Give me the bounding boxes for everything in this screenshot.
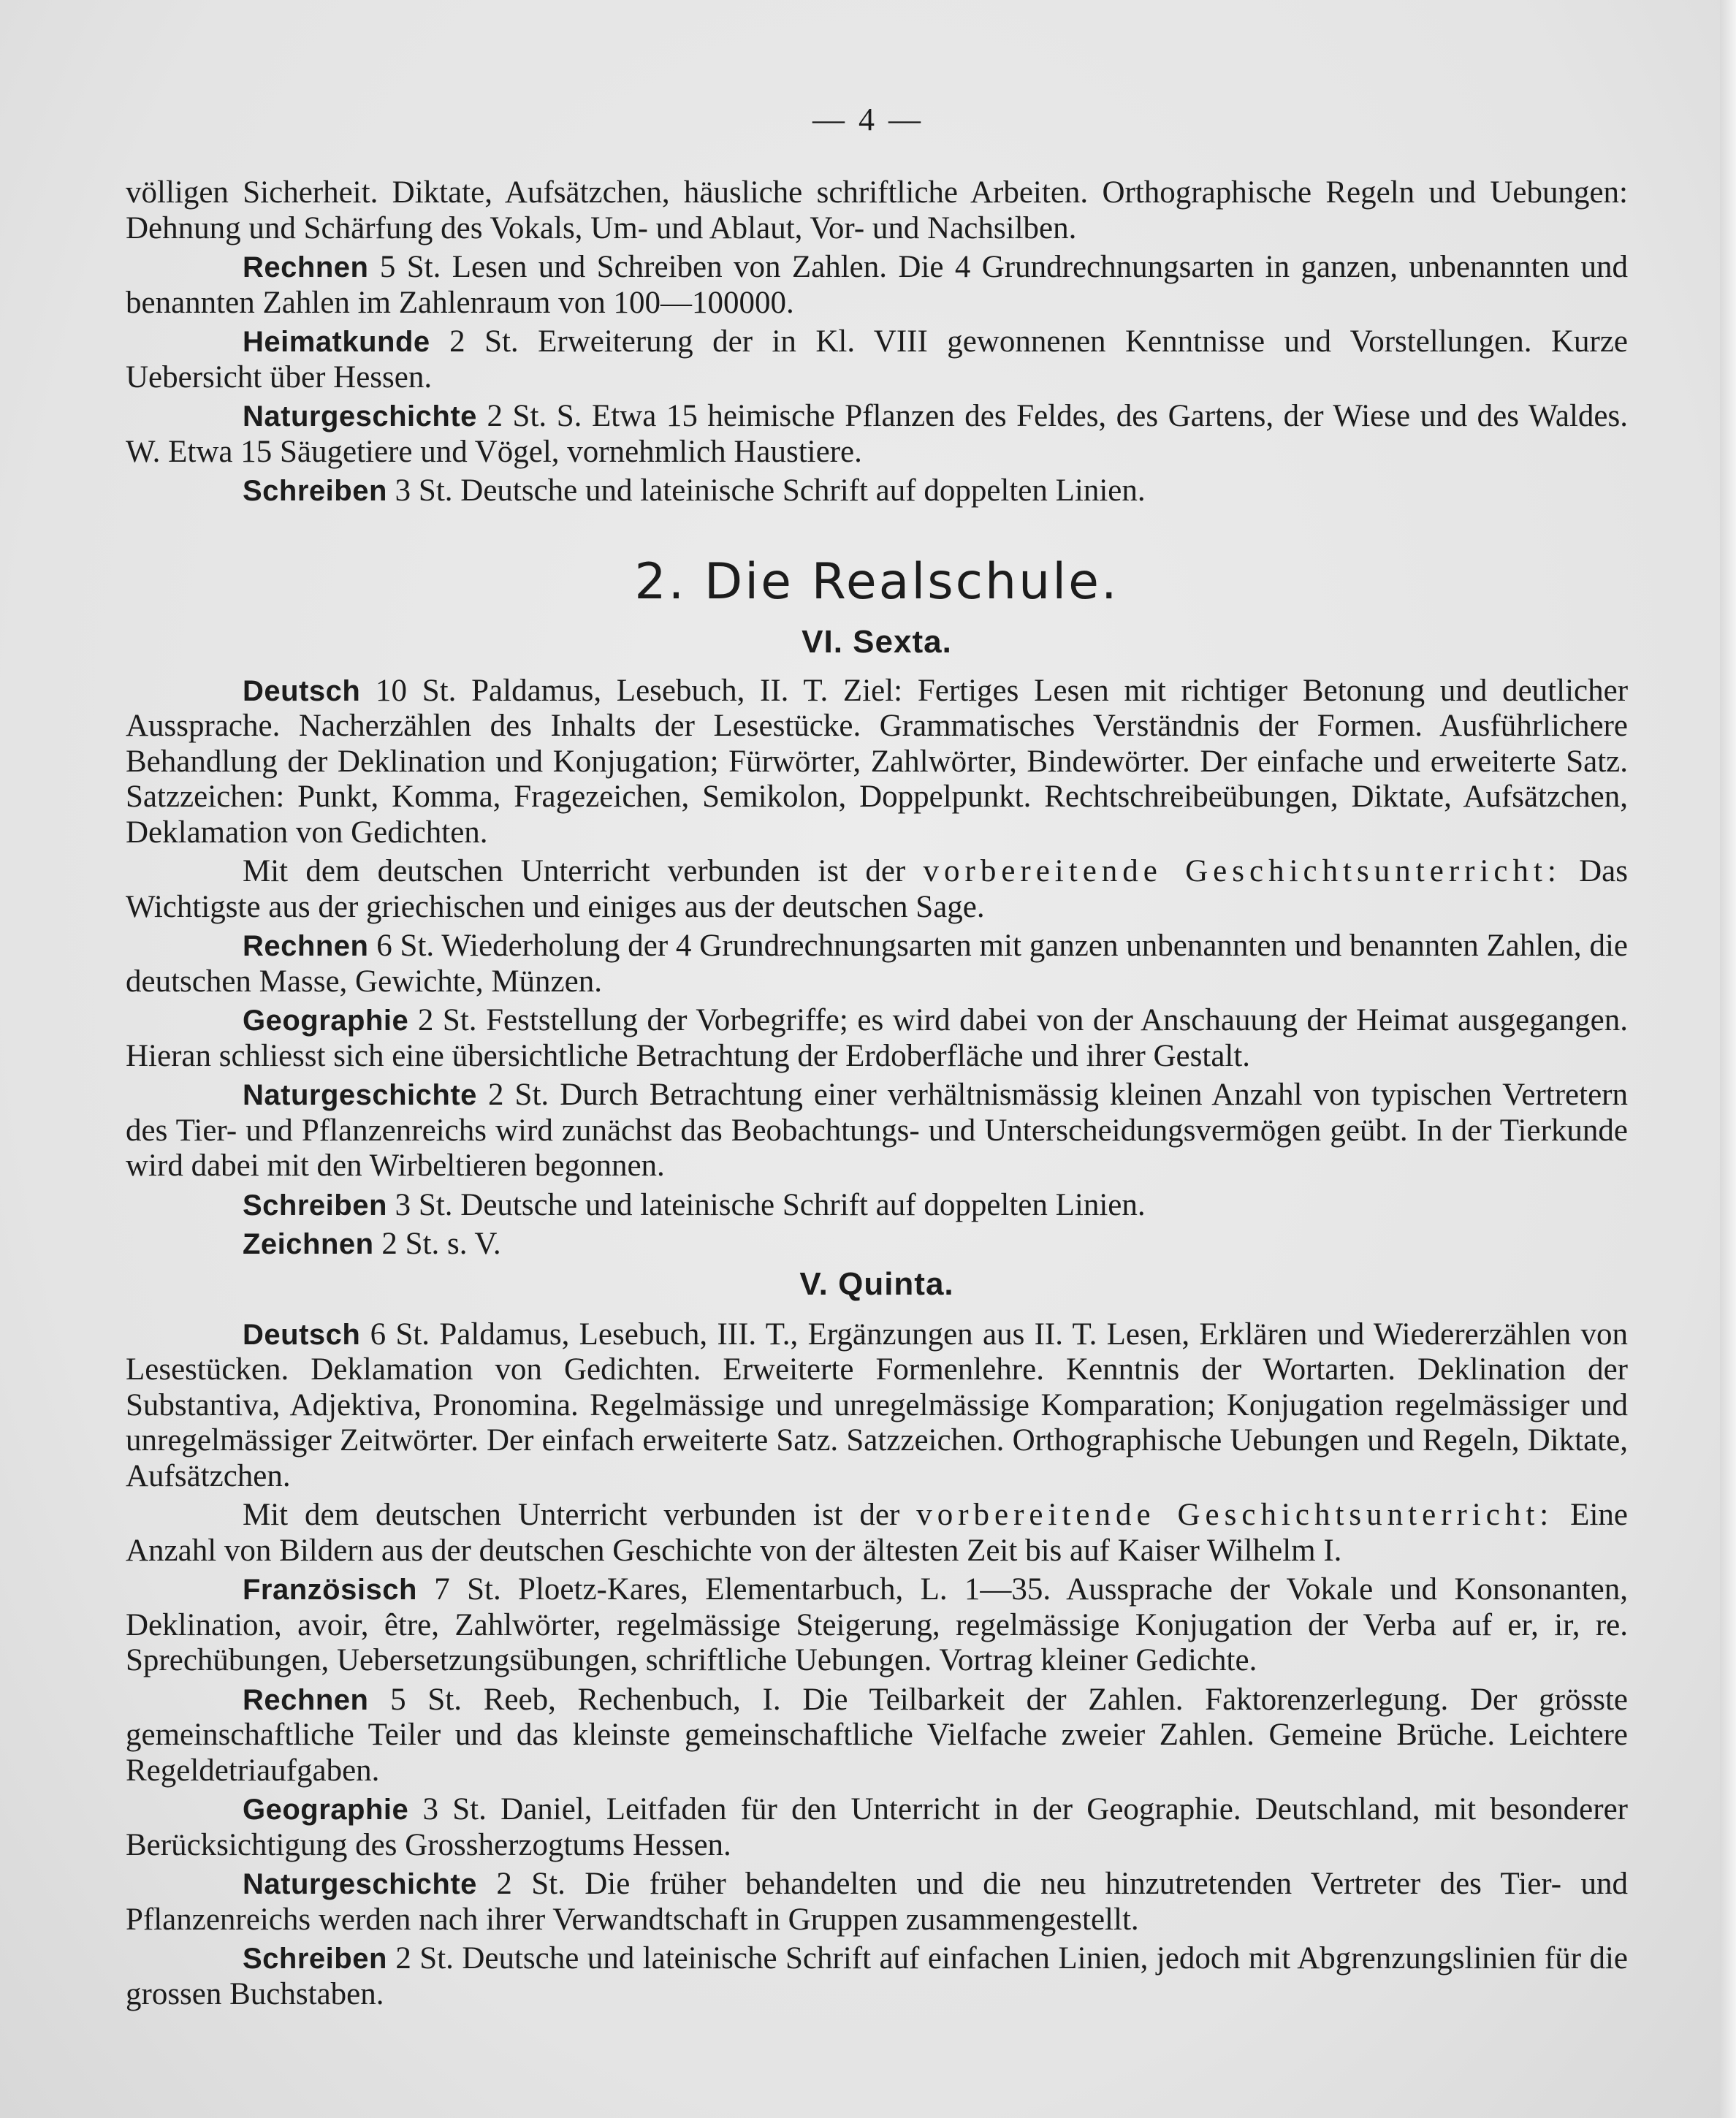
subject-text: Feststellung der Vorbegriffe; es wird dabei von der Anschauung der Heimat ausgegangen. Hieran schliesst sich eine übersichtliche Betrachtung der Erdoberfläche und ihrer Gestalt.	[126, 1003, 1628, 1073]
history-paragraph	[126, 854, 1628, 925]
subject-text: s. V.	[446, 1227, 501, 1261]
subject-text: Deutsche und lateinische Schrift auf doppelten Linien.	[460, 1187, 1146, 1222]
subject-paragraph	[126, 250, 1628, 321]
subject-paragraph	[126, 929, 1628, 999]
subject-text: Ploetz-Kares, Elementarbuch, L. 1—35. Aussprache der Vokale und Konsonanten, Deklination, avoir, être, Zahlwörter, regelmässige Steigerung, regelmässige Konjugation der Verba auf er, ir, re. Sprechübungen, Uebersetzungsübungen, schriftliche Uebungen. Vortrag kleiner Gedichte.	[126, 1572, 1628, 1677]
subject-hours: 2 St.	[487, 399, 547, 433]
subject-hours: 2 St.	[496, 1867, 566, 1901]
history-spaced-text: vorbereitende Geschichtsunterricht:	[923, 854, 1561, 888]
page-number: — 4 —	[812, 102, 924, 137]
subject-text: Paldamus, Lesebuch, III. T., Ergänzungen aus II. T. Lesen, Erklären und Wiedererzählen von Lesestücken. Deklamation von Gedichten. Erweiterte Formenlehre. Kenntnis der Wortarten. Deklination der Substantiva, Adjektiva, Pronomina. Regelmässige und unregelmässige Komparation; Konjugation regelmässiger und unregelmässiger Zeitwörter. Der einfach erweiterte Satz. Satzzeichen. Orthographische Uebungen und Regeln, Diktate, Aufsätzchen.	[126, 1317, 1628, 1493]
subject-heading: Naturgeschichte	[243, 1868, 477, 1900]
subject-heading: Geographie	[243, 1005, 409, 1037]
class-title-quinta: V. Quinta.	[799, 1265, 954, 1302]
subject-hours: 3 St.	[422, 1792, 487, 1826]
subject-paragraph	[126, 1078, 1628, 1184]
subject-text: Wiederholung der 4 Grundrechnungsarten mit ganzen unbenannten und benannten Zahlen, die deutschen Masse, Gewichte, Münzen.	[126, 929, 1628, 999]
subject-heading: Geographie	[243, 1794, 409, 1826]
subject-heading: Rechnen	[243, 251, 369, 283]
subject-text: Deutsche und lateinische Schrift auf einfachen Linien, jedoch mit Abgrenzungslinien für die grossen Buchstaben.	[126, 1941, 1628, 2011]
subject-text: Lesen und Schreiben von Zahlen. Die 4 Grundrechnungsarten in ganzen, unbenannten und benannten Zahlen im Zahlenraum von 100—100000.	[126, 250, 1628, 320]
subject-hours: 3 St.	[395, 473, 453, 508]
subject-hours: 3 St.	[395, 1187, 453, 1222]
subject-heading: Heimatkunde	[243, 326, 430, 358]
subject-paragraph	[126, 399, 1628, 470]
subject-heading: Rechnen	[243, 1683, 369, 1716]
subject-heading: Schreiben	[243, 1189, 387, 1222]
subject-heading: Deutsch	[243, 674, 361, 707]
subject-hours: 6 St.	[370, 1317, 430, 1352]
subject-hours: 10 St.	[376, 673, 457, 708]
intro-text: völligen Sicherheit. Diktate, Aufsätzchen, häusliche schriftliche Arbeiten. Orthographische Regeln und Uebungen: Dehnung und Schärfung des Vokals, Um- und Ablaut, Vor- und Nachsilben.	[126, 175, 1628, 245]
history-text-before: Mit dem deutschen Unterricht verbunden ist der	[243, 854, 924, 888]
history-spaced-text: vorbereitende Geschichtsunterricht:	[916, 1498, 1554, 1532]
subject-paragraph	[126, 1867, 1628, 1938]
subject-text: Paldamus, Lesebuch, II. T. Ziel: Fertiges Lesen mit richtiger Betonung und deutlicher Aussprache. Nacherzählen des Inhalts der Lesestücke. Grammatisches Verständnis der Formen. Ausführlichere Behandlung der Deklination und Konjugation; Fürwörter, Zahlwörter, Bindewörter. Der einfache und erweiterte Satz. Satzzeichen: Punkt, Komma, Fragezeichen, Semikolon, Doppelpunkt. Rechtschreibeübungen, Diktate, Aufsätzchen, Deklamation von Gedichten.	[126, 673, 1629, 850]
subject-heading: Rechnen	[243, 930, 369, 962]
subject-paragraph	[126, 1683, 1628, 1789]
subject-heading: Deutsch	[243, 1318, 361, 1351]
subject-heading: Naturgeschichte	[243, 1079, 477, 1111]
subject-heading: Schreiben	[243, 475, 387, 507]
history-text-before: Mit dem deutschen Unterricht verbunden ist der	[243, 1498, 917, 1532]
page-content	[126, 175, 1628, 2016]
subject-heading: Naturgeschichte	[243, 400, 477, 433]
subject-hours: 6 St.	[376, 929, 435, 963]
subject-text: Reeb, Rechenbuch, I. Die Teilbarkeit der Zahlen. Faktorenzerlegung. Der grösste gemeinschaftliche Teiler und das kleinste gemeinschaftliche Vielfache zweier Zahlen. Gemeine Brüche. Leichtere Regeldetriaufgaben.	[126, 1682, 1628, 1788]
subject-hours: 2 St.	[449, 324, 519, 359]
subject-paragraph	[126, 473, 1628, 509]
subject-heading: Französisch	[243, 1574, 417, 1606]
subject-hours: 2 St.	[487, 1078, 549, 1112]
intro-paragraph	[126, 175, 1628, 246]
subject-hours: 2 St.	[417, 1003, 477, 1037]
subject-paragraph	[126, 1941, 1628, 2012]
subject-heading: Schreiben	[243, 1943, 387, 1975]
subject-paragraph	[126, 324, 1628, 395]
subject-paragraph	[126, 674, 1628, 851]
subject-paragraph	[126, 1227, 1628, 1262]
subject-hours: 5 St.	[379, 250, 441, 284]
subject-text: S. Etwa 15 heimische Pflanzen des Feldes, des Gartens, der Wiese und des Waldes. W. Etwa 15 Säugetiere und Vögel, vornehmlich Haustiere.	[126, 399, 1628, 469]
subject-hours: 5 St.	[390, 1682, 462, 1717]
subject-paragraph	[126, 1572, 1628, 1679]
subject-text: Erweiterung der in Kl. VIII gewonnenen Kenntnisse und Vorstellungen. Kurze Uebersicht über Hessen.	[126, 324, 1628, 395]
subject-hours: 7 St.	[434, 1572, 501, 1607]
history-text-after: Das Wichtigste aus der griechischen und einiges aus der deutschen Sage.	[126, 854, 1629, 924]
history-paragraph	[126, 1498, 1628, 1569]
subject-heading: Zeichnen	[243, 1228, 374, 1260]
subject-paragraph	[126, 1003, 1628, 1074]
subject-paragraph	[126, 1188, 1628, 1224]
subject-paragraph	[126, 1792, 1628, 1863]
subject-text: Deutsche und lateinische Schrift auf doppelten Linien.	[460, 473, 1146, 508]
subject-text: Durch Betrachtung einer verhältnismässig kleinen Anzahl von typischen Vertretern des Tier- und Pflanzenreichs wird zunächst das Beobachtungs- und Unterscheidungsvermögen geübt. In der Tierkunde wird dabei mit den Wirbeltieren begonnen.	[126, 1078, 1628, 1183]
page-edge-shadow	[1720, 0, 1736, 2118]
subject-paragraph	[126, 1317, 1628, 1495]
subject-hours: 2 St.	[381, 1227, 440, 1261]
history-text-after: Eine Anzahl von Bildern aus der deutschen Geschichte von der ältesten Zeit bis auf Kaiser Wilhelm I.	[126, 1498, 1628, 1568]
class-title-sexta: VI. Sexta.	[802, 623, 952, 660]
subject-hours: 2 St.	[395, 1941, 454, 1976]
subject-text: Daniel, Leitfaden für den Unterricht in der Geographie. Deutschland, mit besonderer Berücksichtigung des Grossherzogtums Hessen.	[126, 1792, 1628, 1862]
subject-text: Die früher behandelten und die neu hinzutretenden Vertreter des Tier- und Pflanzenreichs werden nach ihrer Verwandtschaft in Gruppen zusammengestellt.	[126, 1867, 1628, 1937]
section-title: 2. Die Realschule.	[634, 552, 1119, 611]
